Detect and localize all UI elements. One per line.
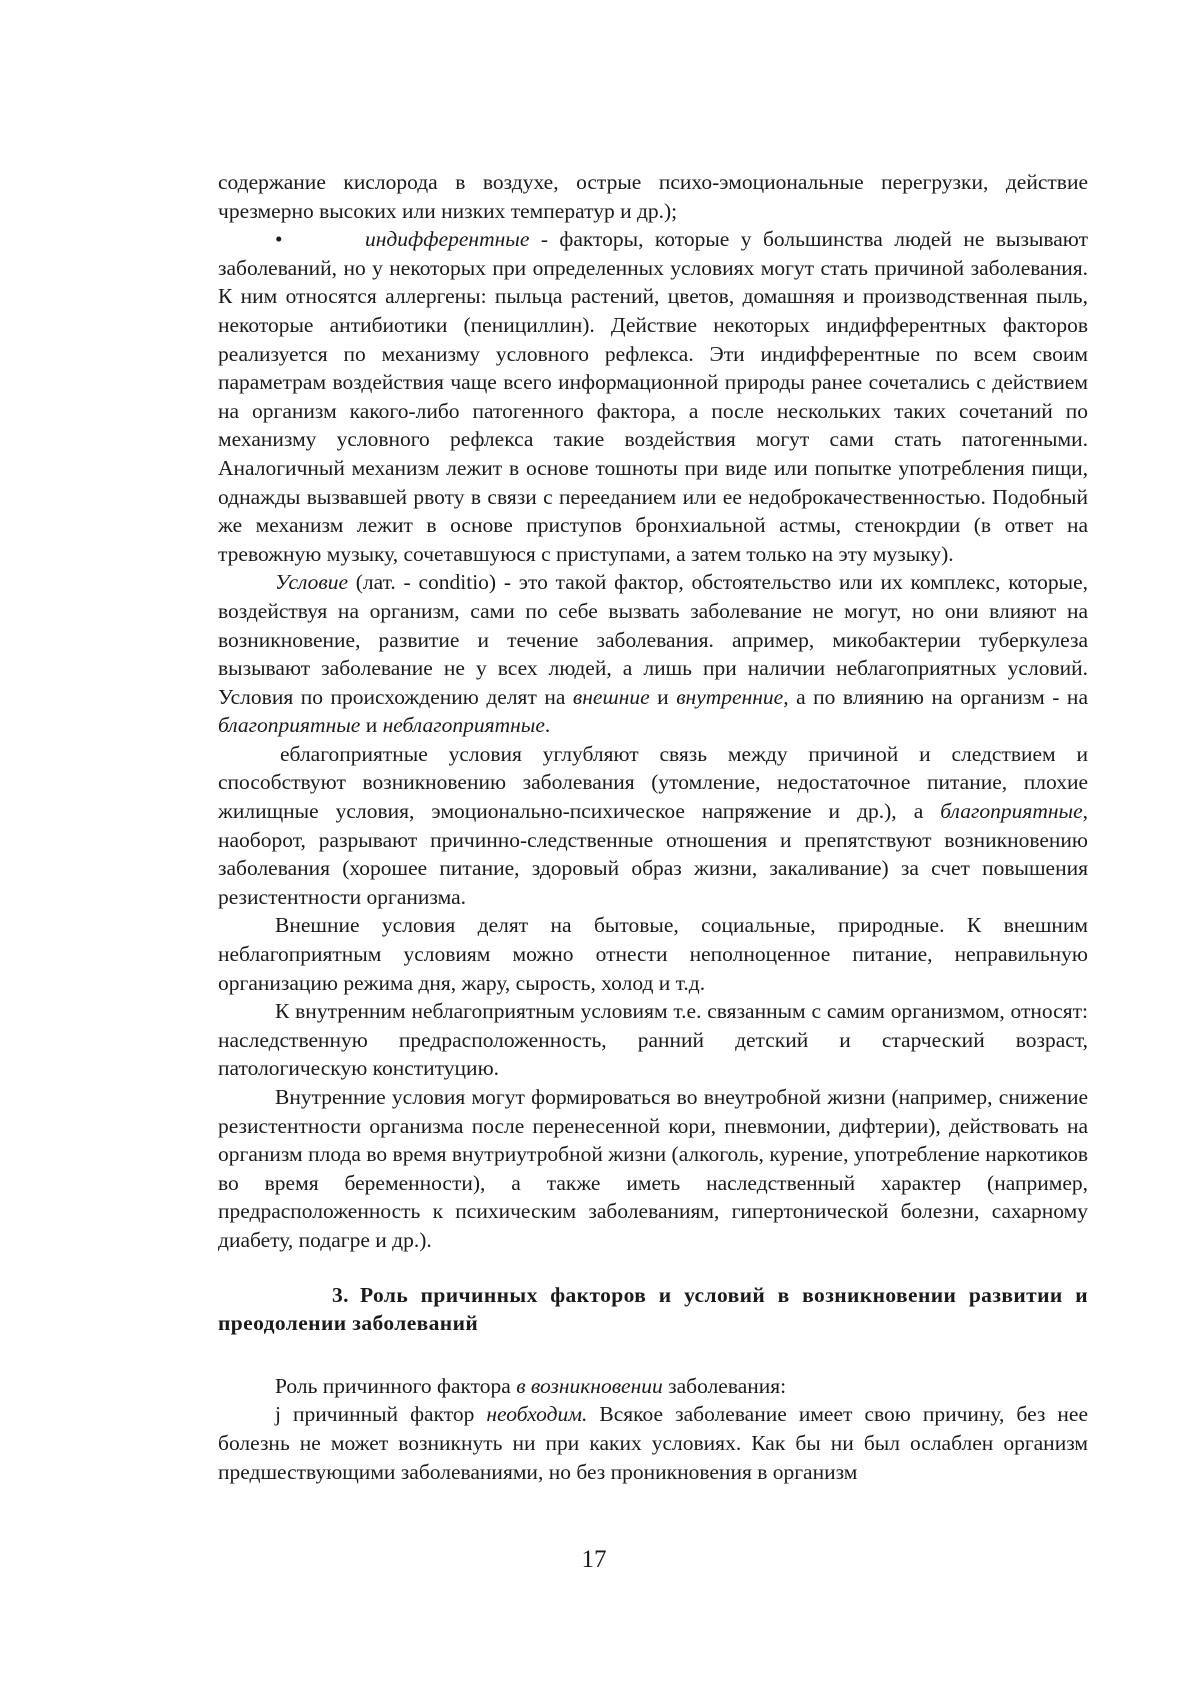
paragraph-necessary (218, 1400, 1088, 1486)
paragraph-external: Внешние условия делят на бытовые, социальные, природные. К внешним неблагоприятным условиям можно отнести неполноценное питание, неправильную организацию режима дня, жару, сырость, холод и т.д. (218, 913, 1088, 995)
spacer (218, 1338, 1088, 1372)
paragraph-role (218, 1372, 1088, 1401)
paragraph-condition (218, 568, 1088, 740)
term-necessary: необходим. (486, 1402, 588, 1427)
bullet-icon: • (275, 227, 283, 252)
term-favorable: благоприятные (218, 713, 361, 738)
condition-text-2: и (649, 684, 677, 709)
paragraph-unfavorable (218, 740, 1088, 912)
term-favorable-2: благоприятные (940, 799, 1083, 824)
document-page (218, 168, 1088, 1486)
necessary-text-2: Всякое заболевание имеет свою причину, без нее болезнь не может возникнуть ни при каких условиях. Как бы ни был ослаблен организм предшествующими заболеваниями, но без проникновения в организм (218, 1402, 1089, 1484)
section-title: Роль причинных факторов и условий в возникновении развитии и преодолении заболеваний (218, 1282, 1088, 1336)
term-external: внешние (572, 684, 650, 709)
term-internal: внутренние, (676, 684, 789, 709)
page-number: 17 (581, 1546, 607, 1573)
section-heading (218, 1281, 1088, 1338)
condition-text-4: и (360, 713, 383, 738)
role-text-2: заболевания: (662, 1373, 787, 1398)
condition-text-3: а по влиянию на организм - на (788, 684, 1088, 709)
term-in-origin: в возникновении (516, 1373, 663, 1398)
bullet-item-indifferent (218, 225, 1088, 568)
bullet-text: - факторы, которые у большинства людей не вызывают заболеваний, но у некоторых при определенных условиях могут стать причиной заболевания. К ним относятся аллергены: пыльца растений, цветов, домашняя и производственная пыль, некоторые антибиотики (пенициллин). Действие некоторых индифферентных факторов реализуется по механизму условного рефлекса. Эти индифферентные по всем своим параметрам воздействия чаще всего информационной природы ранее сочетались с действием на организм какого-либо патогенного фактора, а после нескольких таких сочетаний по механизму условного рефлекса такие воздействия могут сами стать патогенными. Аналогичный механизм лежит в основе тошноты при виде или попытке употребления пищи, однажды вызвавшей рвоту в связи с перееданием или ее недоброкачественностью. Подобный же механизм лежит в основе приступов бронхиальной астмы, стенокрдии (в ответ на тревожную музыку, сочетавшуюся с приступами, а затем только на эту музыку). (218, 227, 1088, 566)
role-text-1: Роль причинного фактора (275, 1373, 517, 1398)
unfavorable-text-2: , наоборот, разрывают причинно-следственные отношения и препятствуют возникновению заболевания (хорошее питание, здоровый образ жизни, закаливание) за счет повышения резистентности организма. (218, 799, 1088, 909)
paragraph-internal-2: Внутренние условия могут формироваться во внеутробной жизни (например, снижение резистентности организма после перенесенной кори, пневмонии, дифтерии), действовать на организм плода во время внутриутробной жизни (алкоголь, курение, употребление наркотиков во время беременности), а также иметь наследственный характер (например, предрасположенность к психическим заболеваниям, гипертонической болезни, сахарному диабету, подагре и др.). (218, 1085, 1088, 1252)
unfavorable-text-1: еблагоприятные условия углубляют связь между причиной и следствием и способствуют возникновению заболевания (утомление, недостаточное питание, плохие жилищные условия, эмоционально-психическое напряжение и др.), а (218, 741, 1088, 824)
condition-text-5: . (544, 713, 551, 738)
section-number: 3. (332, 1282, 349, 1307)
term-unfavorable: неблагоприятные (382, 713, 545, 738)
term-condition: Условие (275, 570, 349, 595)
necessary-text-1: j причинный фактор (275, 1402, 487, 1427)
paragraph-internal: К внутренним неблагоприятным условиям т.е. связанным с самим организмом, относят: наследственную предрасположенность, ранний детский и старческий возраст, патологическую конституцию. (218, 999, 1088, 1081)
condition-text-1: (лат. - conditio) - это такой фактор, обстоятельство или их комплекс, которые, воздействуя на организм, сами по себе вызвать заболевание не могут, но они влияют на возникновение, развитие и течение заболевания. апример, микобактерии туберкулеза вызывают заболевание не у всех людей, а лишь при наличии неблагоприятных условий. Условия по происхождению делят на (218, 570, 1088, 709)
term-indifferent: индифферентные (365, 227, 530, 252)
paragraph-factors-end: содержание кислорода в воздухе, острые психо-эмоциональные перегрузки, действие чрезмерно высоких или низких температур и др.); (218, 170, 1088, 223)
